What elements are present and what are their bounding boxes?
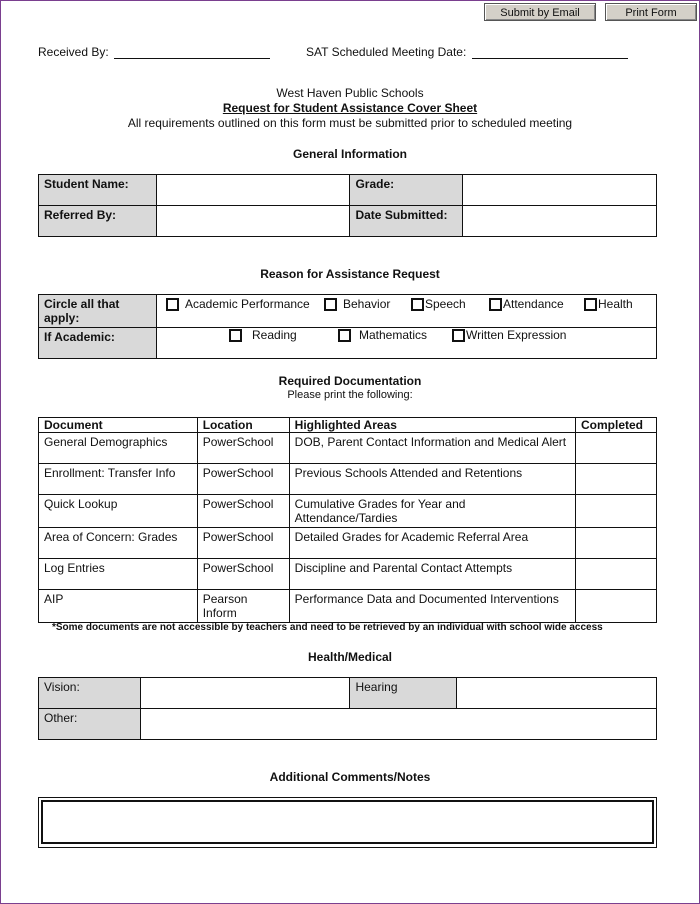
cell-highlighted-areas: DOB, Parent Contact Information and Medical Alert <box>289 433 575 464</box>
documentation-table <box>38 417 657 623</box>
option-behavior[interactable]: Behavior <box>324 297 390 311</box>
completed-field[interactable] <box>576 528 657 559</box>
documentation-heading: Required Documentation <box>278 374 422 388</box>
cell-highlighted-areas: Cumulative Grades for Year and Attendance/Tardies <box>289 495 575 528</box>
option-reading[interactable]: Reading <box>229 328 297 342</box>
option-academic-performance[interactable]: Academic Performance <box>166 297 310 311</box>
received-by-row <box>38 45 270 59</box>
checkbox-icon <box>229 329 242 342</box>
vision-field[interactable] <box>140 678 350 709</box>
documentation-footnote: *Some documents are not accessible by teachers and need to be retrieved by an individual with school wide access <box>52 622 603 633</box>
health-heading: Health/Medical <box>307 650 393 664</box>
table-row <box>39 433 657 464</box>
hearing-label: Hearing <box>350 678 457 709</box>
cell-highlighted-areas: Previous Schools Attended and Retentions <box>289 464 575 495</box>
table-row <box>39 495 657 528</box>
documentation-subheading: Please print the following: <box>287 389 413 401</box>
sat-meeting-label: SAT Scheduled Meeting Date: <box>306 45 467 59</box>
col-document: Document <box>39 418 198 433</box>
table-row <box>39 464 657 495</box>
col-highlighted-areas: Highlighted Areas <box>289 418 575 433</box>
cell-location: PowerSchool <box>197 559 289 590</box>
checkbox-icon <box>411 298 424 311</box>
table-row <box>39 528 657 559</box>
checkbox-icon <box>489 298 502 311</box>
table-row <box>39 590 657 623</box>
student-name-field[interactable] <box>156 175 350 206</box>
referred-by-label: Referred By: <box>39 206 157 237</box>
grade-field[interactable] <box>463 175 657 206</box>
cell-location: PowerSchool <box>197 495 289 528</box>
cell-location: PowerSchool <box>197 433 289 464</box>
requirement-note: All requirements outlined on this form must be submitted prior to scheduled meeting <box>127 116 573 130</box>
cell-highlighted-areas: Performance Data and Documented Interventions <box>289 590 575 623</box>
cell-highlighted-areas: Discipline and Parental Contact Attempts <box>289 559 575 590</box>
table-row <box>39 559 657 590</box>
general-info-heading: General Information <box>292 147 408 161</box>
checkbox-icon <box>166 298 179 311</box>
form-title: Request for Student Assistance Cover Sheet <box>222 101 478 115</box>
option-attendance[interactable]: Attendance <box>489 297 564 311</box>
cell-document: Quick Lookup <box>39 495 198 528</box>
comments-heading: Additional Comments/Notes <box>269 770 431 784</box>
received-by-label: Received By: <box>38 45 109 59</box>
comments-textarea[interactable] <box>41 800 654 844</box>
hearing-field[interactable] <box>457 678 657 709</box>
other-field[interactable] <box>140 709 656 740</box>
checkbox-icon <box>324 298 337 311</box>
date-submitted-label: Date Submitted: <box>350 206 463 237</box>
received-by-field[interactable] <box>114 46 270 59</box>
completed-field[interactable] <box>576 495 657 528</box>
option-health[interactable]: Health <box>584 297 633 311</box>
documentation-header-row <box>39 418 657 433</box>
cell-document: Log Entries <box>39 559 198 590</box>
col-location: Location <box>197 418 289 433</box>
completed-field[interactable] <box>576 559 657 590</box>
cell-document: AIP <box>39 590 198 623</box>
checkbox-icon <box>584 298 597 311</box>
cell-document: Enrollment: Transfer Info <box>39 464 198 495</box>
circle-all-label: Circle all that apply: <box>39 295 157 328</box>
referred-by-field[interactable] <box>156 206 350 237</box>
school-name: West Haven Public Schools <box>276 86 424 100</box>
cell-document: Area of Concern: Grades <box>39 528 198 559</box>
completed-field[interactable] <box>576 464 657 495</box>
if-academic-label: If Academic: <box>39 328 157 359</box>
vision-label: Vision: <box>39 678 141 709</box>
cell-location: Pearson Inform <box>197 590 289 623</box>
submit-by-email-button[interactable]: Submit by Email <box>484 3 596 21</box>
option-speech[interactable]: Speech <box>411 297 466 311</box>
print-form-button[interactable]: Print Form <box>605 3 697 21</box>
sat-meeting-row <box>306 45 628 59</box>
cell-highlighted-areas: Detailed Grades for Academic Referral Area <box>289 528 575 559</box>
cell-location: PowerSchool <box>197 528 289 559</box>
completed-field[interactable] <box>576 590 657 623</box>
other-label: Other: <box>39 709 141 740</box>
checkbox-icon <box>452 329 465 342</box>
general-info-table <box>38 174 657 237</box>
grade-label: Grade: <box>350 175 463 206</box>
checkbox-icon <box>338 329 351 342</box>
student-name-label: Student Name: <box>39 175 157 206</box>
sat-meeting-date-field[interactable] <box>472 46 628 59</box>
cell-location: PowerSchool <box>197 464 289 495</box>
date-submitted-field[interactable] <box>463 206 657 237</box>
health-table <box>38 677 657 740</box>
option-written-expression[interactable]: Written Expression <box>452 328 566 342</box>
reason-heading: Reason for Assistance Request <box>260 267 440 281</box>
completed-field[interactable] <box>576 433 657 464</box>
cell-document: General Demographics <box>39 433 198 464</box>
option-mathematics[interactable]: Mathematics <box>338 328 427 342</box>
col-completed: Completed <box>576 418 657 433</box>
